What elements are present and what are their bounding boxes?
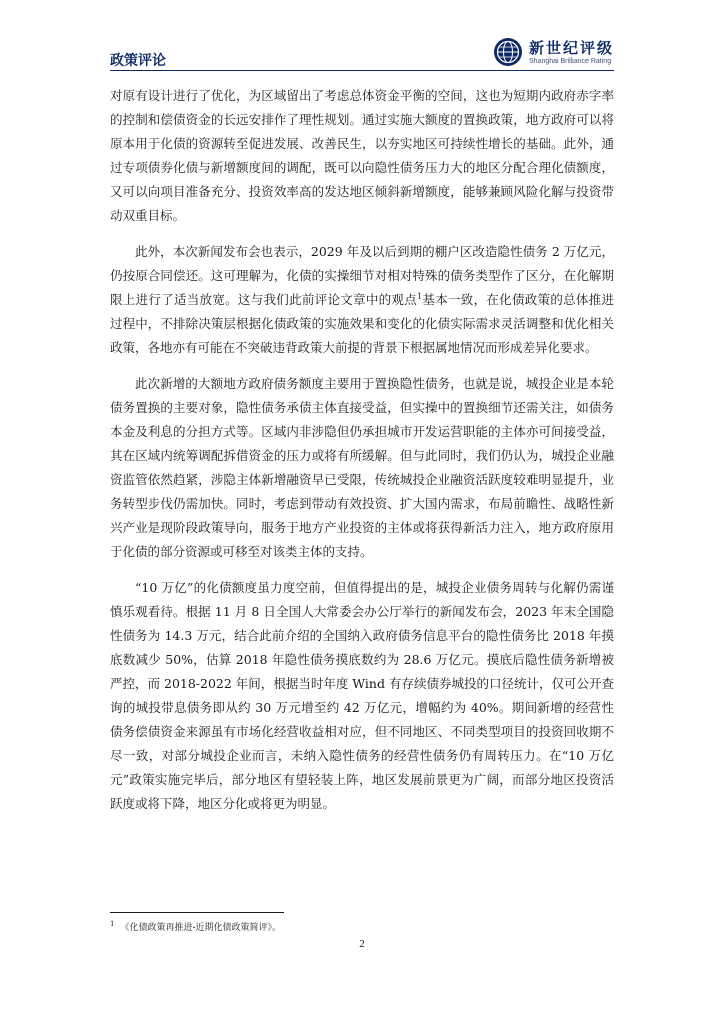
section-title: 政策评论 — [110, 53, 166, 69]
footnote-number: 1 — [110, 920, 115, 928]
paragraph-1: 对原有设计进行了优化，为区域留出了考虑总体资金平衡的空间，这也为短期内政府赤字率的控制和偿债资金的长远安排作了理性规划。通过实施大额度的置换政策，地方政府可以将原本用于化债的资源转至促进发展、改善民生，以夯实地区可持续性增长的基础。此外，通过专项债券化债与新增额度间的调配，既可以向隐性债务压力大的地区分配合理化债额度，又可以向项目准备充分、投资效率高的发达地区倾斜新增额度，能够兼顾风险化解与投资带动双重目标。 — [110, 88, 614, 223]
paragraph-2: 此外，本次新闻发布会也表示，2029 年及以后到期的棚户区改造隐性债务 2 万亿元，仍按原合同偿还。这可理解为，化债的实操细节对相对特殊的债务类型作了区分，在化解期限上进行了适当放宽。这与我们此前评论文章中的观点$^1$基本一致，在化债政策的总体推进过程中，不排除决策层根据化债政策的实施效果和变化的化债实际需求灵活调整和优化相关政策，各地亦有可能在不突破违背政策大前提的背景下根据属地情况而形成差异化要求。 — [110, 244, 614, 355]
globe-emblem-icon — [493, 37, 523, 67]
company-logo — [493, 32, 614, 72]
footnote-text: 《化债政策再推进-近期化债政策简评》。 — [120, 923, 282, 933]
footnote-divider — [110, 912, 284, 913]
header-divider — [110, 70, 614, 71]
paragraph-3: 此次新增的大额地方政府债务额度主要用于置换隐性债务，也就是说，城投企业是本轮债务置换的主要对象，隐性债务承债主体直接受益，但实操中的置换细节还需关注，如债务本金及利息的分担方式等。区域内非涉隐但仍承担城市开发运营职能的主体亦可间接受益，其在区域内统筹调配拆借资金的压力或将有所缓解。但与此同时，我们仍认为，城投企业融资监管依然趋紧，涉隐主体新增融资早已受限，传统城投企业融资活跃度较难明显提升，业务转型步伐仍需加快。同时，考虑到带动有效投资、扩大国内需求，布局前瞻性、战略性新兴产业是现阶段政策导向，服务于地方产业投资的主体或将获得新活力注入，地方政府原用于化债的部分资源或可移至对该类主体的支持。 — [110, 376, 614, 559]
page-header — [110, 30, 614, 82]
page-number: 2 — [359, 938, 365, 950]
document-body — [110, 84, 614, 828]
logo-chinese-name: 新世纪评级 — [528, 38, 614, 57]
paragraph-4: “10 万亿”的化债额度虽力度空前，但值得提出的是，城投企业债务周转与化解仍需谨慎乐观看待。根据 11 月 8 日全国人大常委会办公厅举行的新闻发布会，2023 年末全国隐性债务为 14.3 万元，结合此前介绍的全国纳入政府债务信息平台的隐性债务比 2018 年摸底数减少 50%，估算 2018 年隐性债务摸底数约为 28.6 万亿元。摸底后隐性债务新增被严控，而 2018-2022 年间，根据当时年度 Wind 有存续债券城投的口径统计，仅可公开查询的城投带息债务即从约 30 万元增至约 42 万亿元，增幅约为 40%。期间新增的经营性债务偿债资金来源虽有市场化经营收益相对应，但不同地区、不同类型项目的投资回收期不尽一致，对部分城投企业而言，未纳入隐性债务的经营性债务仍有周转压力。在“10 万亿元”政策实施完毕后，部分地区有望轻装上阵，地区发展前景更为广阔，而部分地区投资活跃度或将下降，地区分化或将更为明显。 — [110, 580, 614, 811]
logo-english-name: Shanghai Brilliance Rating — [528, 57, 612, 65]
footnote — [110, 918, 614, 934]
footnote-marker[interactable]: 1 — [417, 291, 423, 301]
